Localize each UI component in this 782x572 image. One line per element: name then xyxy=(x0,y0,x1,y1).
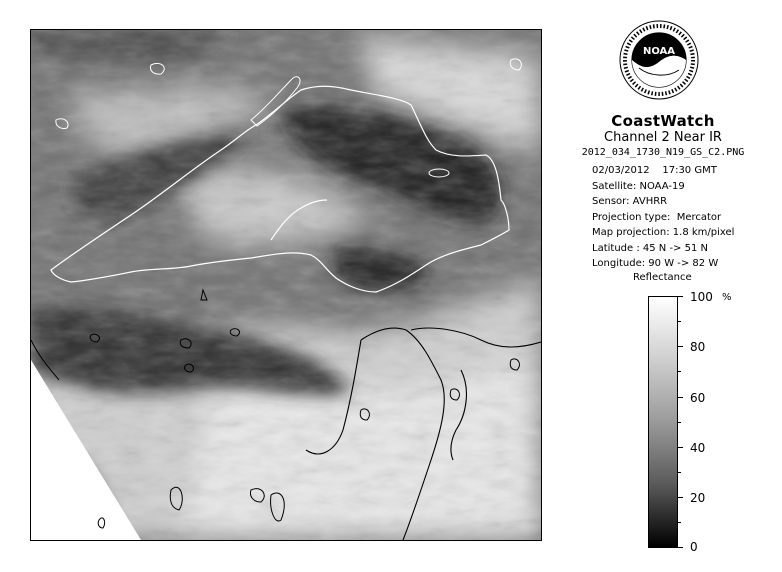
colorbar-title: Reflectance xyxy=(633,272,692,283)
colorbar-tick xyxy=(678,547,683,548)
colorbar-tick xyxy=(678,397,683,398)
colorbar-label: 20 xyxy=(690,491,706,505)
satellite-text: Satellite: NOAA-19 xyxy=(592,180,685,192)
colorbar-tick xyxy=(678,422,681,423)
colorbar-tick xyxy=(678,497,683,498)
svg-text:NOAA: NOAA xyxy=(642,46,676,57)
satellite-image xyxy=(30,29,542,541)
colorbar-tick xyxy=(678,321,681,322)
colorbar-label: 60 xyxy=(690,391,706,405)
noaa-logo-icon xyxy=(619,20,699,100)
colorbar xyxy=(648,296,678,548)
header xyxy=(558,112,768,160)
colorbar-label: 80 xyxy=(690,340,706,354)
projection-type-text: Projection type: Mercator xyxy=(592,211,722,223)
satellite-image-canvas xyxy=(31,30,541,540)
page-title: CoastWatch xyxy=(611,112,715,130)
colorbar-tick xyxy=(678,472,681,473)
colorbar-tick xyxy=(678,522,681,523)
colorbar-label: 40 xyxy=(690,441,706,455)
channel-label: Channel 2 Near IR xyxy=(604,130,722,145)
colorbar-tick xyxy=(678,447,683,448)
colorbar-tick xyxy=(678,346,683,347)
colorbar-unit: % xyxy=(722,292,732,303)
longitude-text: Longitude: 90 W -> 82 W xyxy=(592,258,719,269)
latitude-text: Latitude : 45 N -> 51 N xyxy=(592,242,708,254)
sensor-text: Sensor: AVHRR xyxy=(592,196,668,207)
colorbar-tick xyxy=(678,371,681,372)
datetime-text: 02/03/2012 17:30 GMT xyxy=(592,165,717,176)
colorbar-tick xyxy=(678,296,683,297)
colorbar-label: 0 xyxy=(690,540,698,554)
metadata-panel xyxy=(592,163,734,272)
filename-label: 2012_034_1730_N19_GS_C2.PNG xyxy=(581,147,745,158)
map-projection-text: Map projection: 1.8 km/pixel xyxy=(592,227,735,238)
colorbar-label: 100 xyxy=(690,290,713,304)
